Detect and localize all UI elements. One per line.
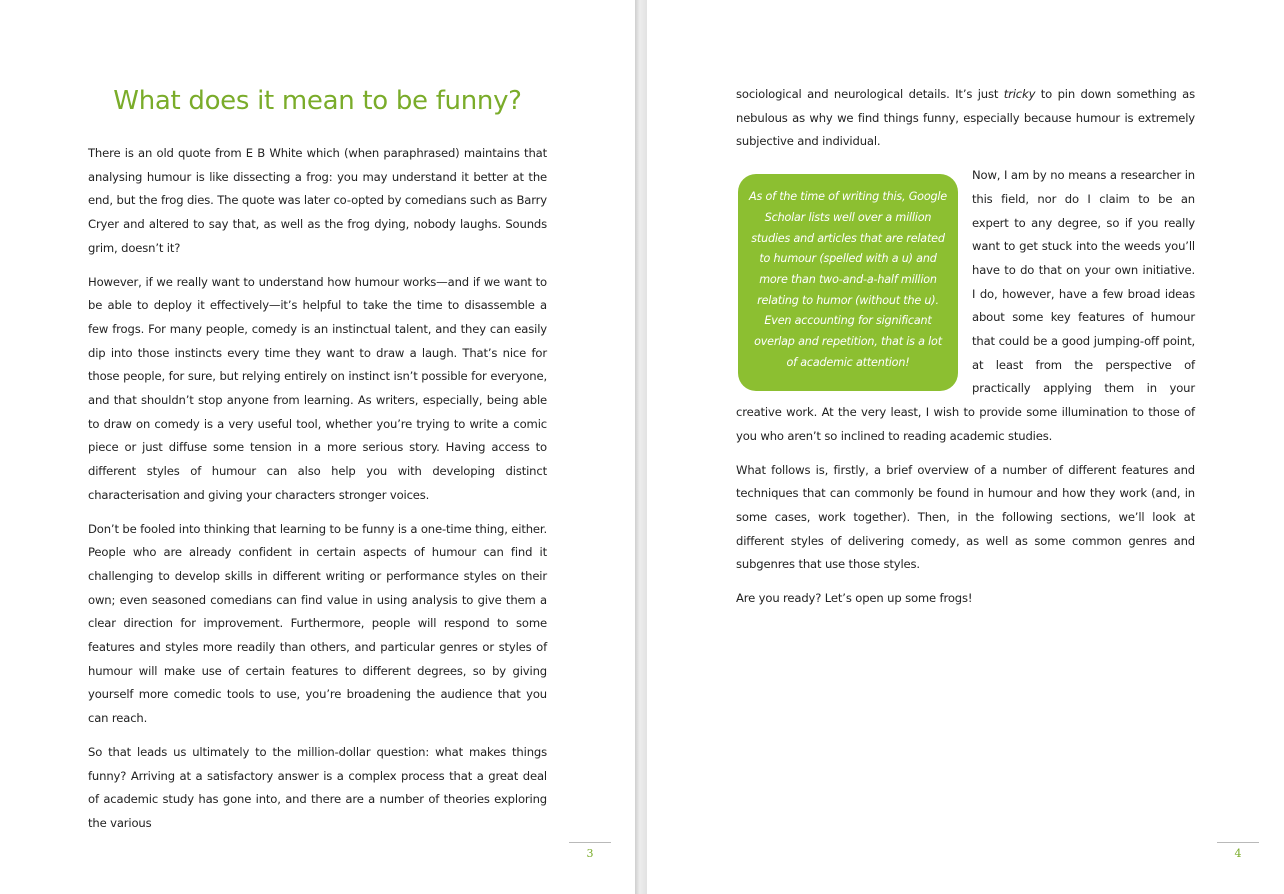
paragraph: However, if we really want to understand how humour works—and if we want to be able to deploy it effectively—it’s helpful to take the time to disassemble a few frogs. For many people, comedy is an instinctual talent, and they can easily dip into those instincts every time they want to draw a laugh. That’s nice for those people, for sure, but relying entirely on instinct isn’t possible for everyone, and that shouldn’t stop anyone from learning. As writers, especially, being able to draw on comedy is a very useful tool, whether you’re trying to write a comic piece or just diffuse some tension in a more serious story. Having access to different styles of humour can also help you with developing distinct characterisation and giving your characters stronger voices. bbox=[88, 274, 547, 502]
chapter-title: What does it mean to be funny? bbox=[113, 86, 522, 116]
paragraph: Now, I am by no means a researcher in this field, nor do I claim to be an expert to any degree, so if you really want to get stuck into the weeds you’ll have to do that on your own initiative. I do, however, have a few broad ideas about some key features of humour that could be a good jumping-off point, at least from the perspective of practically applying them in your creative work. At the very least, I wish to provide some illumination to those of you who aren’t so inclined to reading academic studies. bbox=[736, 168, 1195, 443]
paragraph: There is an old quote from E B White which (when paraphrased) maintains that analysing humour is like dissecting a frog: you may understand it better at the end, but the frog dies. The quote was later co-opted by comedians such as Barry Cryer and altered to say that, as well as the frog dying, nobody laughs. Sounds grim, doesn’t it? bbox=[88, 146, 547, 255]
right-page bbox=[647, 0, 1284, 894]
right-text-column bbox=[736, 83, 1195, 621]
footer-rule bbox=[569, 842, 611, 843]
paragraph: Don’t be fooled into thinking that learning to be funny is a one-time thing, either. People who are already confident in certain aspects of humour can find it challenging to develop skills in different writing or performance styles on their own; even seasoned comedians can find value in using analysis to give them a clear direction for improvement. Furthermore, people will respond to some features and styles more readily than others, and particular genres or styles of humour will make use of certain features to different degrees, so by giving yourself more comedic tools to use, you’re broadening the audience that you can reach. bbox=[88, 521, 547, 726]
intro-text-continued: to pin down something as nebulous as why we find things funny, especially because humour is extremely subjective and individual. bbox=[736, 87, 1195, 149]
paragraph bbox=[736, 83, 1195, 154]
paragraph: So that leads us ultimately to the million-dollar question: what makes things funny? Arriving at a satisfactory answer is a complex process that a great deal of academic study has gone into, and there are a number of theories exploring the various bbox=[88, 744, 547, 830]
page-number: 4 bbox=[1234, 847, 1242, 860]
callout-box: As of the time of writing this, Google Scholar lists well over a million studies and articles that are related to humour (spelled with a u) and more than two-and-a-half million relating to humor (without the u). Even accounting for significant overlap and repetition, that is a lot of academic attention! bbox=[738, 174, 958, 391]
footer-rule bbox=[1217, 842, 1259, 843]
left-page bbox=[0, 0, 635, 894]
page-gutter bbox=[635, 0, 647, 894]
page-number: 3 bbox=[586, 847, 594, 860]
intro-text: sociological and neurological details. It’s just bbox=[736, 87, 1004, 101]
emphasis-text: tricky bbox=[1003, 87, 1036, 101]
left-text-column bbox=[88, 142, 547, 846]
paragraph: What follows is, firstly, a brief overview of a number of different features and techniques that can commonly be found in humour and how they work (and, in some cases, work together). Then, in the following sections, we’ll look at different styles of delivering comedy, as well as some common genres and subgenres that use those styles. bbox=[736, 462, 1195, 572]
paragraph: Are you ready? Let’s open up some frogs! bbox=[736, 591, 973, 606]
